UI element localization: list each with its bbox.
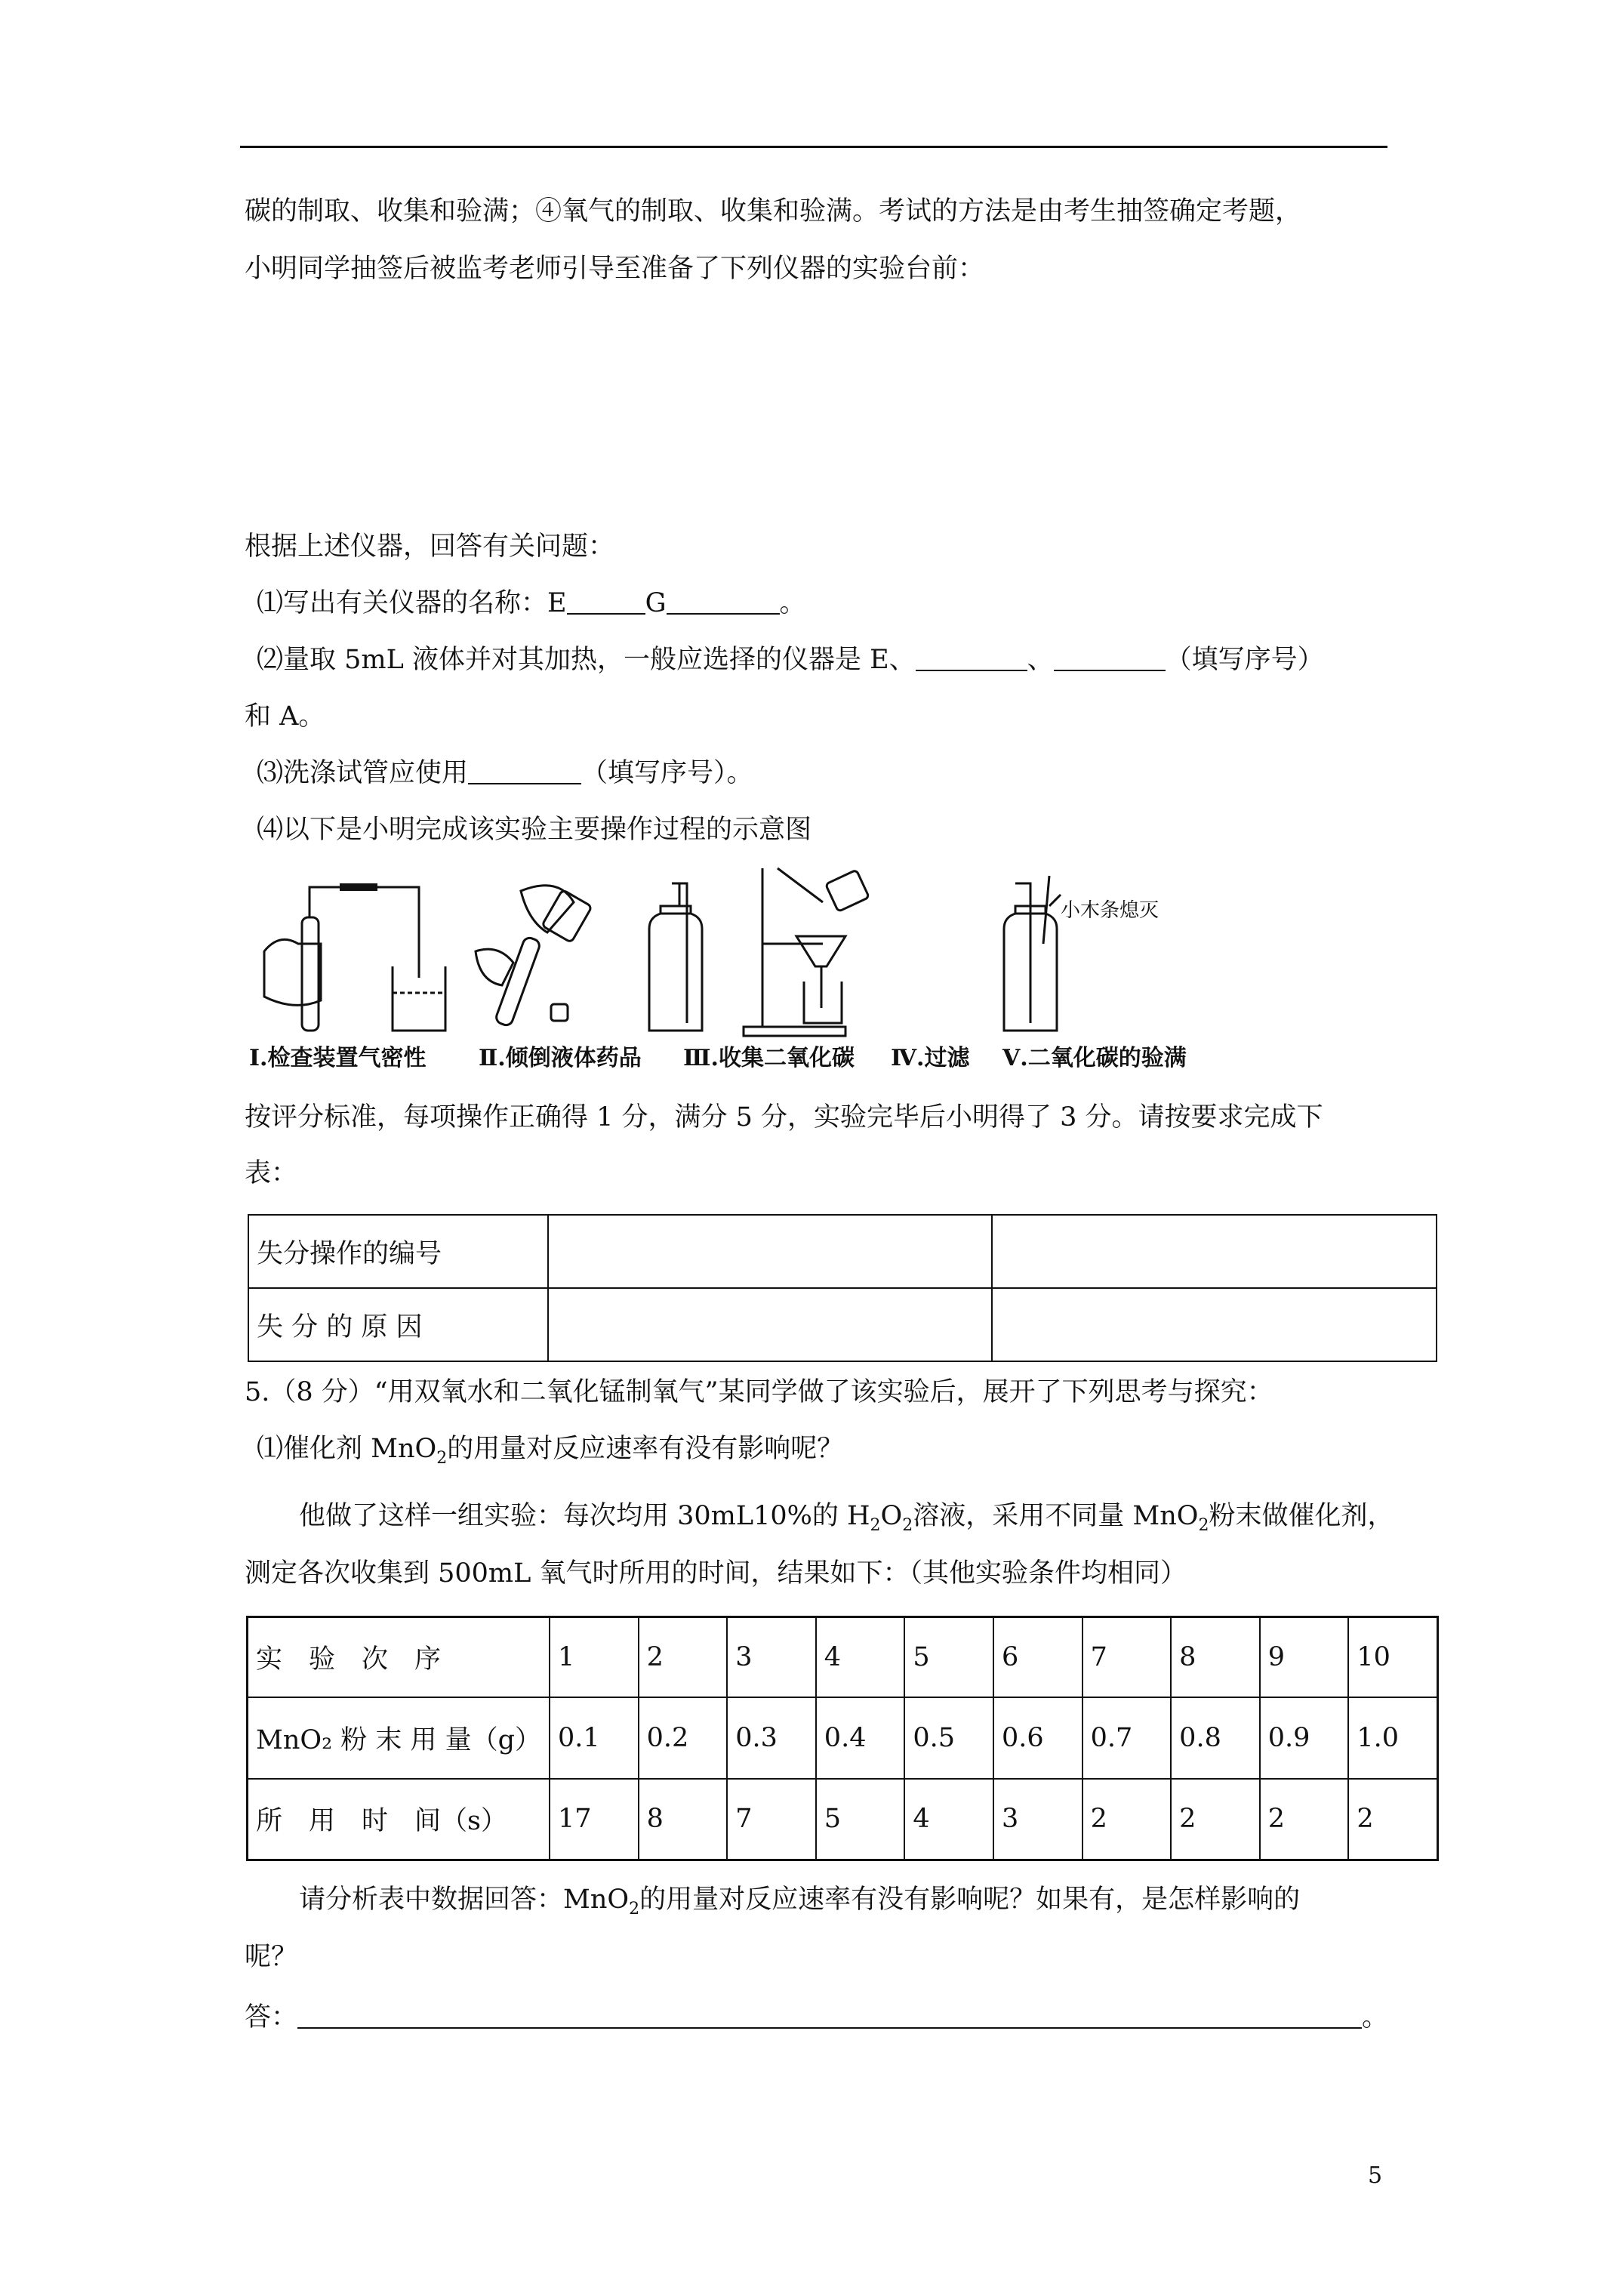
table-cell: 2 [639,1617,728,1697]
q4-part-3-suffix: （填写序号）。 [581,758,753,788]
answer-blank-g[interactable] [667,587,780,615]
table-cell: 0.1 [550,1697,639,1779]
table-cell: 0.4 [816,1697,905,1779]
q5-desc-1-b: O [880,1501,903,1531]
q4-part-1-prefix: ⑴写出有关仪器的名称：E [257,588,567,618]
table-cell: 3 [993,1779,1083,1860]
experiment-table [246,1616,1439,1861]
score-table-cell[interactable] [548,1215,993,1288]
table-row [248,1697,1438,1779]
figure-collecting-co2 [649,883,702,1031]
table-cell: 5 [816,1779,905,1860]
table-cell: 4 [904,1779,993,1860]
table-cell: 3 [727,1617,816,1697]
table-cell: 0.3 [727,1697,816,1779]
intro-line-2: 小明同学抽签后被监考老师引导至准备了下列仪器的实验台前： [245,254,985,284]
answer-blank-e[interactable] [567,587,645,615]
q4-lead: 根据上述仪器，回答有关问题： [245,532,615,562]
q5-sub-1: ⑴催化剂 MnO$_2$的用量对反应速率有没有影响呢？ [257,1434,844,1468]
q4-part-2-suffix: （填写序号） [1165,645,1324,675]
row-label-amount: MnO₂ 粉 末 用 量（g） [248,1697,550,1779]
row-label-time: 所 用 时 间（s） [248,1779,550,1860]
q5-sub-1-suffix: 的用量对反应速率有没有影响呢？ [447,1434,844,1464]
q4-part-1-mid: G [645,588,667,618]
q5-ask-line-2: 呢？ [245,1942,298,1972]
score-table-label-number: 失分操作的编号 [248,1215,548,1288]
q5-desc-1-d: 粉末做催化剂， [1209,1501,1394,1531]
table-cell: 2 [1083,1779,1172,1860]
table-cell: 0.9 [1260,1697,1349,1779]
q4-part-2-prefix: ⑵量取 5mL 液体并对其加热，一般应选择的仪器是 E、 [257,645,916,675]
answer-blank[interactable] [297,2002,1362,2029]
q4-score-line-2: 表： [245,1158,298,1188]
q4-part-1-end: 。 [779,588,806,618]
score-table-cell[interactable] [992,1288,1437,1361]
answer-blank-instrument-1[interactable] [916,644,1027,671]
q4-part-2-line-2: 和 A。 [245,701,325,732]
q4-score-line-1: 按评分标准，每项操作正确得 1 分，满分 5 分，实验完毕后小明得了 3 分。请按要求完成下 [245,1102,1323,1133]
table-cell: 4 [816,1617,905,1697]
q4-part-3-prefix: ⑶洗涤试管应使用 [257,758,469,788]
table-cell: 9 [1260,1617,1349,1697]
table-cell: 2 [1348,1779,1437,1860]
figure-label-splint-extinguished: 小木条熄灭 [1061,899,1160,922]
score-table-cell[interactable] [548,1288,993,1361]
q5-ask-a: 请分析表中数据回答：MnO [299,1885,630,1915]
figure-pouring-liquid [476,886,592,1027]
caption-3: Ⅲ.收集二氧化碳 [683,1045,855,1071]
caption-1: Ⅰ.检查装置气密性 [249,1045,427,1071]
caption-2: Ⅱ.倾倒液体药品 [479,1045,642,1071]
table-cell: 10 [1348,1617,1437,1697]
table-row [248,1779,1438,1860]
table-cell: 17 [550,1779,639,1860]
q5-desc-1-a: 他做了这样一组实验：每次均用 30mL10%的 H [299,1501,870,1531]
table-cell: 0.2 [639,1697,728,1779]
header-rule [240,146,1387,148]
q4-part-1 [257,587,806,620]
q5-ask-line-1: 请分析表中数据回答：MnO$_2$的用量对反应速率有没有影响呢？如果有，是怎样影响的 [299,1885,1301,1918]
q5-title: 5.（8 分）“用双氧水和二氧化锰制氧气”某同学做了该实验后，展开了下列思考与探究： [245,1377,1273,1407]
q4-part-4: ⑷以下是小明完成该实验主要操作过程的示意图 [257,815,812,845]
q4-part-2 [257,643,1324,676]
table-cell: 0.8 [1171,1697,1260,1779]
answer-label: 答： [245,2002,298,2032]
table-cell: 1 [550,1617,639,1697]
table-cell: 2 [1171,1779,1260,1860]
table-cell: 0.6 [993,1697,1083,1779]
table-cell: 7 [1083,1617,1172,1697]
figure-filtration [744,868,869,1036]
score-table-label-reason: 失 分 的 原 因 [248,1288,548,1361]
table-cell: 0.5 [904,1697,993,1779]
q5-desc-1-c: 溶液，采用不同量 MnO [913,1501,1199,1531]
answer-blank-instrument-2[interactable] [1054,644,1166,671]
q5-ask-b: 的用量对反应速率有没有影响呢？如果有，是怎样影响的 [639,1885,1301,1915]
answer-blank-wash[interactable] [468,757,581,784]
page-number: 5 [1368,2162,1383,2189]
figure-airtightness-check [264,883,445,1031]
caption-4: Ⅳ.过滤 [891,1045,970,1071]
caption-5: Ⅴ.二氧化碳的验满 [1002,1045,1187,1071]
q5-desc-1: 他做了这样一组实验：每次均用 30mL10%的 $H_2O_2$溶液，采用不同量 MnO$_2$粉末做催化剂， [299,1501,1394,1535]
table-cell: 2 [1260,1779,1349,1860]
intro-line-1: 碳的制取、收集和验满；④氧气的制取、收集和验满。考试的方法是由考生抽签确定考题， [245,196,1302,227]
table-cell: 8 [639,1779,728,1860]
operations-figure [249,861,1132,1042]
q5-sub-1-prefix: ⑴催化剂 MnO [257,1434,437,1464]
answer-end: 。 [1362,2002,1389,2032]
q4-part-2-sep: 、 [1027,645,1054,675]
q4-part-3 [257,757,753,790]
table-row [248,1617,1438,1697]
figure-co2-full-check [1004,876,1061,1031]
score-table-cell[interactable] [992,1215,1437,1288]
row-label-order: 实 验 次 序 [248,1617,550,1697]
table-cell: 8 [1171,1617,1260,1697]
score-table [248,1214,1437,1362]
q5-desc-2: 测定各次收集到 500mL 氧气时所用的时间，结果如下：（其他实验条件均相同） [245,1558,1187,1589]
table-cell: 7 [727,1779,816,1860]
table-cell: 6 [993,1617,1083,1697]
table-cell: 1.0 [1348,1697,1437,1779]
q5-answer [245,2001,1388,2034]
table-cell: 5 [904,1617,993,1697]
table-cell: 0.7 [1083,1697,1172,1779]
